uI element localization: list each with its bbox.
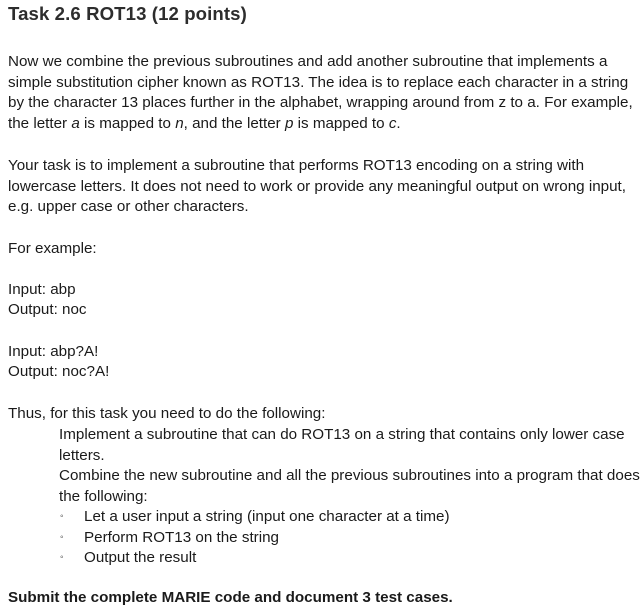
intro-text-4: is mapped to: [293, 114, 389, 132]
list-item: [59, 548, 450, 569]
bullet-text: Output the result: [84, 549, 197, 567]
list-item: [59, 507, 450, 528]
intro-text-3: , and the letter: [183, 114, 285, 132]
example1-input: Input: abp: [8, 281, 76, 298]
intro-paragraph: [8, 52, 640, 134]
intro-text-2: is mapped to: [79, 114, 176, 132]
thus-line: Thus, for this task you need to do the following:: [8, 405, 326, 422]
step-implement: Implement a subroutine that can do ROT13 on a string that contains only lower case letters.: [59, 426, 625, 464]
bullet-icon: ◦: [60, 531, 64, 543]
bullet-icon: ◦: [60, 552, 64, 564]
submit-instruction: Submit the complete MARIE code and document 3 test cases.: [8, 589, 453, 606]
intro-letter-c: c: [388, 114, 397, 132]
for-example-label: For example:: [8, 240, 97, 257]
list-item: [59, 528, 450, 549]
bullet-list: [59, 507, 450, 569]
task-title: Task 2.6 ROT13 (12 points): [8, 3, 247, 24]
intro-letter-a: a: [71, 114, 80, 132]
intro-text-1: Now we combine the previous subroutines and add another subroutine that implements a simple substitution cipher known as ROT13. The idea is to replace each character in a string by the character 13 places further in the alphabet, wrapping around from z to a. For example, the letter: [8, 53, 633, 132]
intro-letter-n: n: [175, 114, 184, 132]
intro-letter-p: p: [284, 114, 294, 132]
step-combine: Combine the new subroutine and all the previous subroutines into a program that does the following:: [59, 467, 640, 505]
task-paragraph: Your task is to implement a subroutine that performs ROT13 encoding on a string with lowercase letters. It does not need to work or provide any meaningful output on wrong input, e.g. upper case or other characters.: [8, 157, 626, 216]
example2-input: Input: abp?A!: [8, 343, 99, 360]
bullet-text: Let a user input a string (input one character at a time): [84, 508, 450, 525]
bullet-text: Perform ROT13 on the string: [84, 528, 279, 546]
intro-text-5: .: [396, 114, 401, 132]
example1-output: Output: noc: [8, 301, 87, 318]
example2-output: Output: noc?A!: [8, 363, 110, 380]
bullet-icon: ◦: [60, 511, 64, 522]
